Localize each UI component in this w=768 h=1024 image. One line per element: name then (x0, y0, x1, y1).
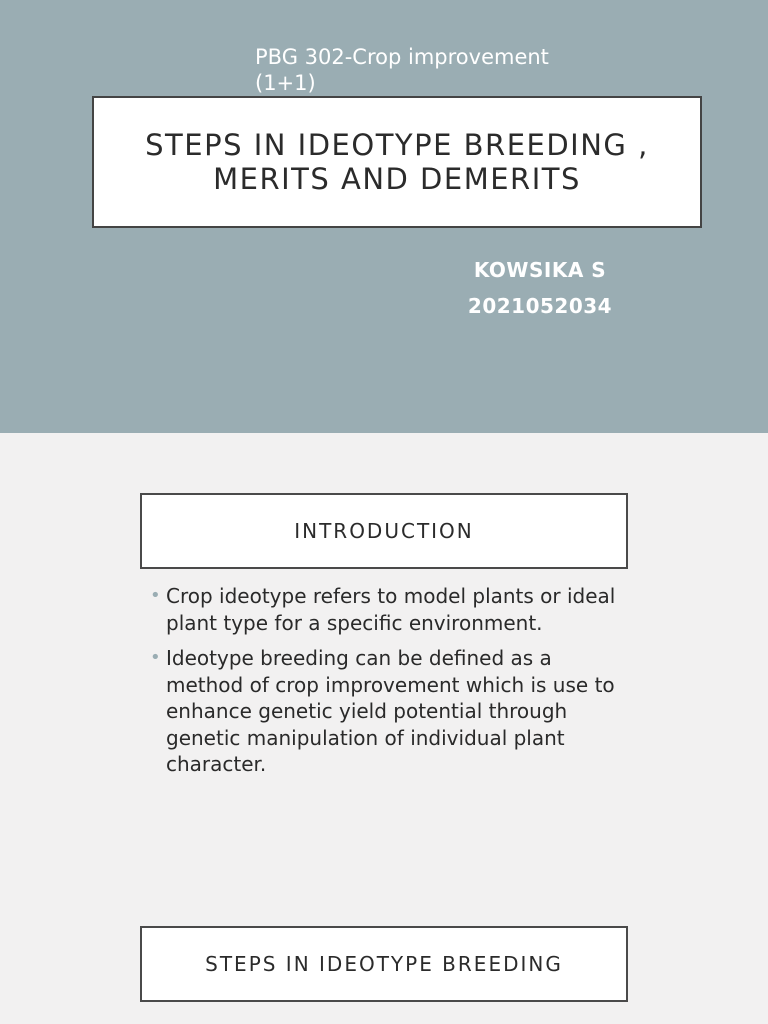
slide-title (145, 128, 649, 196)
author-id: 2021052034 (467, 294, 613, 318)
steps-heading: STEPS IN IDEOTYPE BREEDING (205, 952, 563, 976)
bullet-list (148, 583, 618, 787)
list-item (148, 583, 618, 636)
bullet-icon: • (150, 647, 161, 668)
author-name: KOWSIKA S (473, 258, 607, 282)
title-line-2: MERITS AND DEMERITS (213, 162, 581, 196)
introduction-heading-box (140, 493, 628, 569)
list-item (148, 645, 618, 778)
course-subtitle: PBG 302-Crop improvement (1+1) (255, 45, 549, 95)
steps-heading-box (140, 926, 628, 1002)
bullet-icon: • (150, 585, 161, 606)
introduction-slide (0, 433, 768, 1024)
title-slide (0, 0, 768, 433)
bullet-text: Ideotype breeding can be defined as a method of crop improvement which is use to enhance genetic yield potential through genetic manipulation of individual plant character. (166, 646, 615, 776)
title-line-1: STEPS IN IDEOTYPE BREEDING , (145, 128, 649, 162)
introduction-heading: INTRODUCTION (294, 519, 474, 543)
bullet-text: Crop ideotype refers to model plants or ideal plant type for a specific environment. (166, 584, 616, 635)
title-box (92, 96, 702, 228)
